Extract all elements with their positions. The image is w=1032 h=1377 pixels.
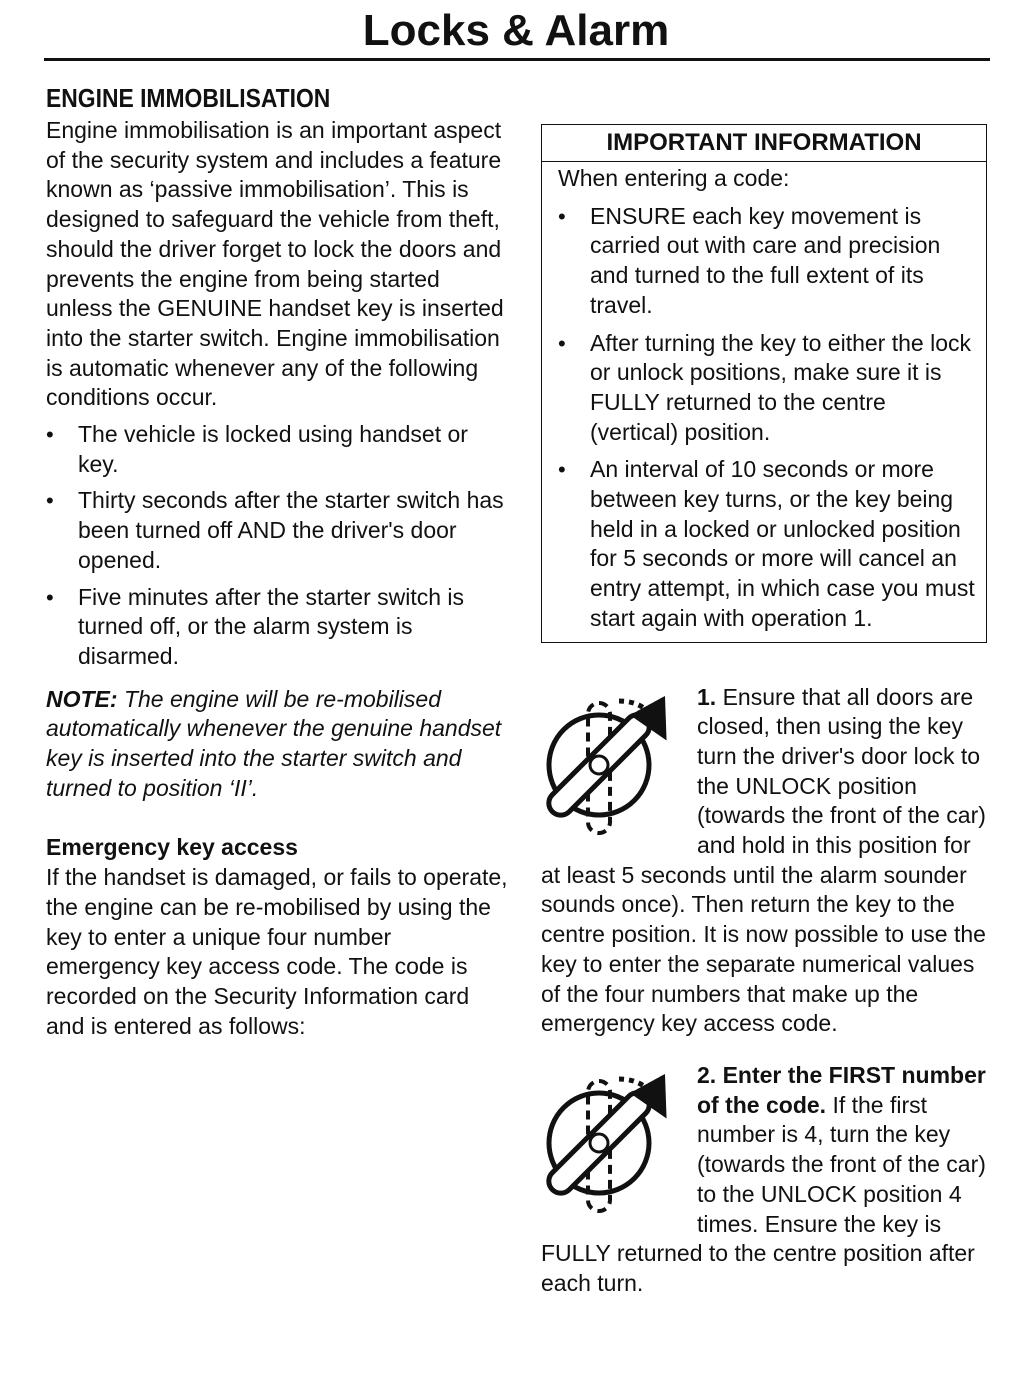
info-box-body [542,162,986,642]
condition-item: • Thirty seconds after the starter switch has been turned off AND the driver's door opened. [46,486,508,575]
step-number: 1. [697,683,717,710]
step-text: 1. Ensure that all doors are closed, then using the key turn the driver's door lock to the UNLOCK position (towards the front of the car) and hold in this position for at least 5 seconds until the alarm sounder sounds once). Then return the key to the centre position. It is now possible to use the key to enter the separate numerical values of the four numbers that make up the emergency key access code. [541,683,986,1037]
info-box-title: IMPORTANT INFORMATION [542,125,986,162]
note-text: The engine will be re-mobilised automatically whenever the genuine handset key is inserted into the starter switch and turned to position ‘II’. [46,685,502,801]
info-item: • ENSURE each key movement is carried out with care and precision and turned to the full extent of its travel. [558,202,976,321]
condition-item: • Five minutes after the starter switch is turned off, or the alarm system is disarmed. [46,583,508,672]
important-info-box [541,124,987,643]
page-title: Locks & Alarm [362,6,670,55]
info-item: • An interval of 10 seconds or more between key turns, or the key being held in a locked or unlocked position for 5 seconds or more will cancel an entry attempt, in which case you must start again with operation 1. [558,455,976,633]
note-label: NOTE: [46,685,118,712]
intro-paragraph: Engine immobilisation is an important aspect of the security system and includes a feature known as ‘passive immobilisation’. This is designed to safeguard the vehicle from theft, should the driver forget to lock the doors and prevents the engine from being started unless the GENUINE handset key is inserted into the starter switch. Engine immobilisation is automatic whenever any of the following conditions occur. [46,117,504,411]
condition-list [46,420,508,672]
section-heading: ENGINE IMMOBILISATION [46,83,331,113]
title-divider [44,58,990,61]
left-column [46,80,508,1041]
info-list [558,202,976,634]
key-turn-unlock-icon [541,687,681,837]
note-paragraph [46,685,508,804]
step-1 [541,683,987,1039]
key-turn-unlock-icon [541,1065,681,1215]
step-2 [541,1061,987,1299]
step-text: 2. Enter the FIRST number of the code. If the first number is 4, turn the key (towards the front of the car) to the UNLOCK position 4 times. Ensure the key is FULLY returned to the centre position after each turn. [541,1061,986,1296]
condition-item: • The vehicle is locked using handset or key. [46,420,508,479]
emergency-heading: Emergency key access [46,834,298,861]
right-column [541,124,987,1299]
info-item: • After turning the key to either the lock or unlock positions, make sure it is FULLY returned to the centre (vertical) position. [558,329,976,448]
step-number: 2. [697,1061,717,1088]
emergency-paragraph: If the handset is damaged, or fails to operate, the engine can be re-mobilised by using the key to enter a unique four number emergency key access code. The code is recorded on the Security Information card and is entered as follows: [46,864,508,1039]
info-box-lead: When entering a code: [558,165,790,191]
